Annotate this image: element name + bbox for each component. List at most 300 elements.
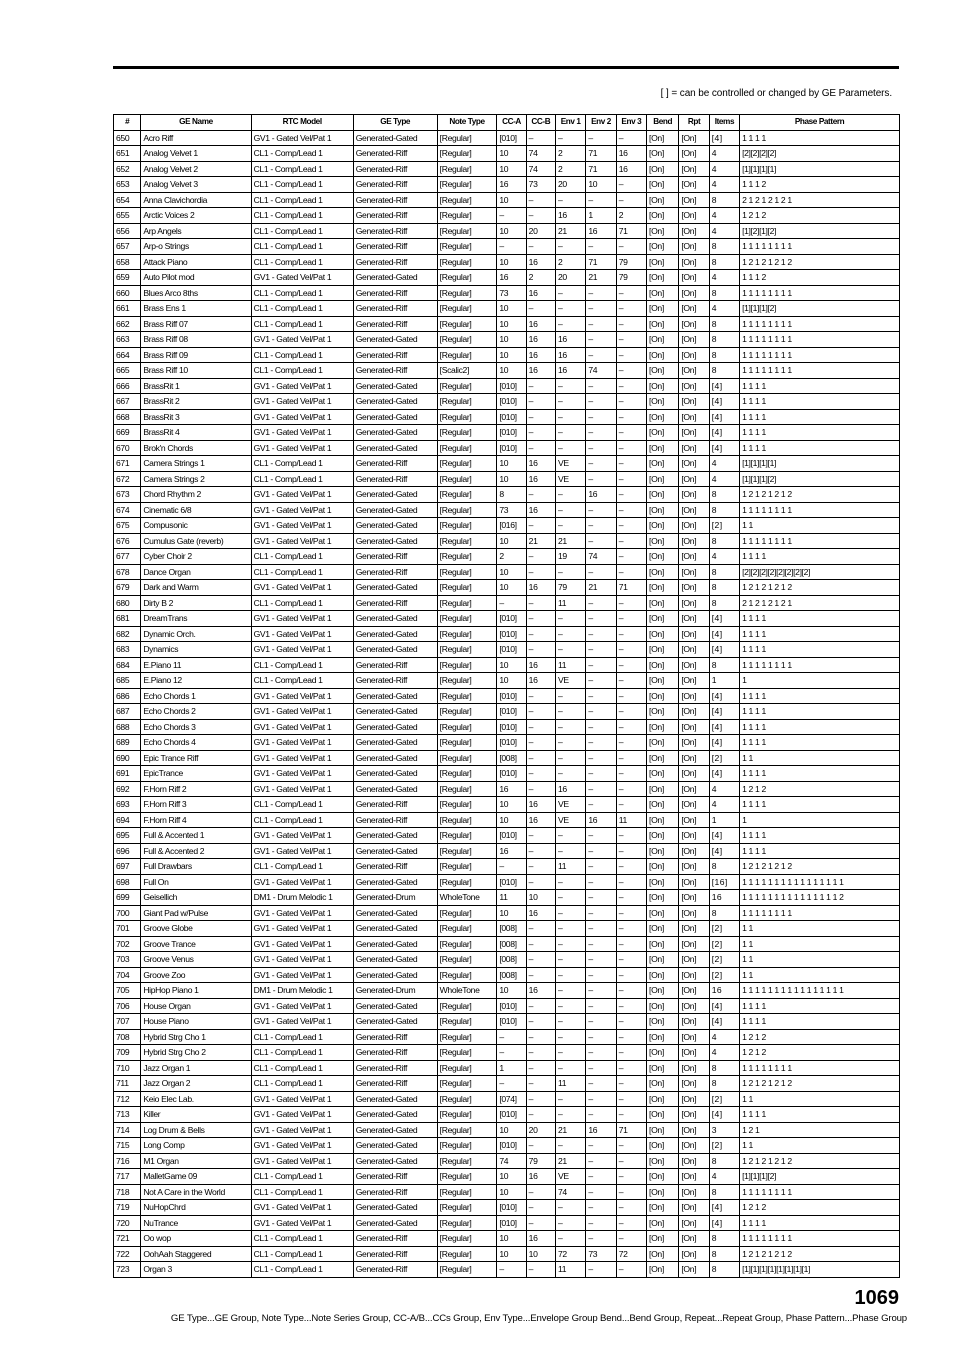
cell-env-2: – xyxy=(586,409,616,425)
cell-ge-name: Dynamics xyxy=(141,642,251,658)
column-header-bend: Bend xyxy=(647,115,679,131)
cell-cc-b: – xyxy=(526,1060,555,1076)
cell-env-3: – xyxy=(616,347,646,363)
cell-cc-a: [010] xyxy=(497,642,526,658)
cell-cc-a: 10 xyxy=(497,983,526,999)
cell-number: 709 xyxy=(114,1045,141,1061)
cell-env-1: – xyxy=(556,564,586,580)
cell-number: 703 xyxy=(114,952,141,968)
cell-env-3: – xyxy=(616,456,646,472)
cell-ge-type: Generated-Gated xyxy=(353,921,437,937)
cell-cc-b: 20 xyxy=(526,1122,555,1138)
cell-bend: [On] xyxy=(647,1262,679,1278)
cell-bend: [On] xyxy=(647,874,679,890)
cell-env-2: – xyxy=(586,998,616,1014)
table-row xyxy=(114,905,900,921)
cell-cc-b: – xyxy=(526,688,555,704)
cell-rpt: [On] xyxy=(679,533,709,549)
cell-note-type: [Regular] xyxy=(437,301,497,317)
cell-ge-type: Generated-Riff xyxy=(353,595,437,611)
cell-env-3: – xyxy=(616,983,646,999)
cell-ge-name: Analog Velvet 1 xyxy=(141,146,251,162)
cell-rtc-model: GV1 - Gated Vel/Pat 1 xyxy=(251,1215,353,1231)
cell-number: 685 xyxy=(114,673,141,689)
cell-env-2: 74 xyxy=(586,549,616,565)
cell-rpt: [On] xyxy=(679,177,709,193)
cell-phase-pattern: 1 2 1 2 xyxy=(740,208,900,224)
cell-ge-type: Generated-Gated xyxy=(353,719,437,735)
cell-ge-type: Generated-Riff xyxy=(353,564,437,580)
table-row xyxy=(114,797,900,813)
cell-number: 711 xyxy=(114,1076,141,1092)
cell-note-type: [Regular] xyxy=(437,781,497,797)
cell-cc-a: – xyxy=(497,1029,526,1045)
cell-ge-type: Generated-Riff xyxy=(353,192,437,208)
cell-number: 661 xyxy=(114,301,141,317)
cell-note-type: [Regular] xyxy=(437,177,497,193)
cell-ge-type: Generated-Gated xyxy=(353,611,437,627)
table-row xyxy=(114,177,900,193)
cell-rpt: [On] xyxy=(679,1215,709,1231)
cell-rpt: [On] xyxy=(679,936,709,952)
cell-number: 651 xyxy=(114,146,141,162)
table-row xyxy=(114,704,900,720)
cell-rtc-model: GV1 - Gated Vel/Pat 1 xyxy=(251,750,353,766)
cell-ge-type: Generated-Riff xyxy=(353,1045,437,1061)
cell-number: 663 xyxy=(114,332,141,348)
cell-rtc-model: CL1 - Comp/Lead 1 xyxy=(251,456,353,472)
cell-note-type: [Regular] xyxy=(437,673,497,689)
cell-ge-type: Generated-Gated xyxy=(353,533,437,549)
cell-ge-name: Log Drum & Bells xyxy=(141,1122,251,1138)
cell-number: 689 xyxy=(114,735,141,751)
cell-note-type: [Regular] xyxy=(437,642,497,658)
cell-cc-b: 73 xyxy=(526,177,555,193)
cell-note-type: [Regular] xyxy=(437,161,497,177)
cell-env-1: – xyxy=(556,1029,586,1045)
cell-phase-pattern: 1 2 1 2 1 2 1 2 xyxy=(740,487,900,503)
cell-cc-b: 16 xyxy=(526,580,555,596)
cell-env-2: – xyxy=(586,301,616,317)
cell-env-3: – xyxy=(616,301,646,317)
cell-env-3: – xyxy=(616,936,646,952)
cell-rpt: [On] xyxy=(679,192,709,208)
cell-rpt: [On] xyxy=(679,766,709,782)
cell-note-type: [Regular] xyxy=(437,580,497,596)
cell-rtc-model: CL1 - Comp/Lead 1 xyxy=(251,192,353,208)
table-row xyxy=(114,518,900,534)
page-number: 1069 xyxy=(854,1287,899,1309)
cell-note-type: [Regular] xyxy=(437,1045,497,1061)
cell-env-3: 11 xyxy=(616,812,646,828)
cell-cc-b: – xyxy=(526,967,555,983)
cell-cc-a: 10 xyxy=(497,657,526,673)
cell-env-3: – xyxy=(616,967,646,983)
cell-cc-b: – xyxy=(526,1138,555,1154)
cell-phase-pattern: 1 1 1 1 xyxy=(740,425,900,441)
cell-bend: [On] xyxy=(647,580,679,596)
cell-note-type: [Regular] xyxy=(437,921,497,937)
cell-bend: [On] xyxy=(647,843,679,859)
cell-note-type: [Regular] xyxy=(437,719,497,735)
cell-rpt: [On] xyxy=(679,564,709,580)
cell-env-3: – xyxy=(616,1262,646,1278)
cell-ge-type: Generated-Gated xyxy=(353,270,437,286)
cell-items: 4 xyxy=(709,781,739,797)
cell-cc-b: – xyxy=(526,487,555,503)
cell-ge-name: Auto Pilot mod xyxy=(141,270,251,286)
cell-rtc-model: CL1 - Comp/Lead 1 xyxy=(251,146,353,162)
cell-cc-a: – xyxy=(497,1076,526,1092)
cell-cc-b: 10 xyxy=(526,890,555,906)
cell-env-1: – xyxy=(556,983,586,999)
cell-number: 694 xyxy=(114,812,141,828)
cell-number: 684 xyxy=(114,657,141,673)
cell-env-1: 20 xyxy=(556,270,586,286)
cell-rtc-model: CL1 - Comp/Lead 1 xyxy=(251,161,353,177)
cell-env-1: – xyxy=(556,719,586,735)
cell-phase-pattern: 1 xyxy=(740,673,900,689)
cell-cc-b: 16 xyxy=(526,347,555,363)
cell-env-2: – xyxy=(586,285,616,301)
cell-phase-pattern: 1 1 1 1 1 1 1 1 xyxy=(740,1060,900,1076)
cell-bend: [On] xyxy=(647,177,679,193)
cell-env-2: – xyxy=(586,518,616,534)
cell-env-3: – xyxy=(616,1014,646,1030)
cell-rtc-model: CL1 - Comp/Lead 1 xyxy=(251,657,353,673)
cell-ge-name: House Piano xyxy=(141,1014,251,1030)
table-row xyxy=(114,502,900,518)
cell-env-1: – xyxy=(556,1045,586,1061)
cell-note-type: [Regular] xyxy=(437,657,497,673)
cell-items: [4] xyxy=(709,1200,739,1216)
cell-env-1: – xyxy=(556,502,586,518)
cell-env-2: – xyxy=(586,967,616,983)
cell-cc-b: 74 xyxy=(526,146,555,162)
cell-number: 675 xyxy=(114,518,141,534)
cell-env-1: 16 xyxy=(556,347,586,363)
column-header-env-3: Env 3 xyxy=(616,115,646,131)
cell-items: 8 xyxy=(709,192,739,208)
cell-env-1: 2 xyxy=(556,161,586,177)
table-row xyxy=(114,549,900,565)
cell-number: 671 xyxy=(114,456,141,472)
table-row xyxy=(114,1200,900,1216)
cell-env-1: – xyxy=(556,735,586,751)
cell-phase-pattern: 1 1 1 1 xyxy=(740,998,900,1014)
cell-note-type: [Regular] xyxy=(437,549,497,565)
cell-env-2: – xyxy=(586,440,616,456)
cell-rtc-model: GV1 - Gated Vel/Pat 1 xyxy=(251,719,353,735)
cell-rpt: [On] xyxy=(679,456,709,472)
cell-ge-type: Generated-Gated xyxy=(353,440,437,456)
cell-number: 719 xyxy=(114,1200,141,1216)
cell-ge-type: Generated-Riff xyxy=(353,471,437,487)
cell-ge-name: Dance Organ xyxy=(141,564,251,580)
cell-rpt: [On] xyxy=(679,1014,709,1030)
cell-env-1: – xyxy=(556,874,586,890)
cell-rtc-model: CL1 - Comp/Lead 1 xyxy=(251,564,353,580)
cell-env-2: – xyxy=(586,192,616,208)
cell-ge-type: Generated-Gated xyxy=(353,580,437,596)
cell-cc-a: 10 xyxy=(497,347,526,363)
cell-cc-b: – xyxy=(526,378,555,394)
cell-items: 8 xyxy=(709,580,739,596)
cell-rtc-model: CL1 - Comp/Lead 1 xyxy=(251,347,353,363)
table-row xyxy=(114,301,900,317)
cell-cc-a: 10 xyxy=(497,146,526,162)
cell-env-3: – xyxy=(616,1169,646,1185)
cell-rtc-model: GV1 - Gated Vel/Pat 1 xyxy=(251,766,353,782)
cell-env-3: – xyxy=(616,471,646,487)
cell-bend: [On] xyxy=(647,518,679,534)
cell-env-1: VE xyxy=(556,1169,586,1185)
cell-rpt: [On] xyxy=(679,890,709,906)
cell-rtc-model: GV1 - Gated Vel/Pat 1 xyxy=(251,843,353,859)
cell-phase-pattern: 1 2 1 2 xyxy=(740,781,900,797)
cell-env-1: – xyxy=(556,425,586,441)
cell-ge-name: Geisellich xyxy=(141,890,251,906)
cell-cc-b: 16 xyxy=(526,905,555,921)
cell-env-1: 11 xyxy=(556,657,586,673)
cell-ge-name: NuTrance xyxy=(141,1215,251,1231)
cell-cc-b: 16 xyxy=(526,316,555,332)
cell-env-3: – xyxy=(616,533,646,549)
cell-bend: [On] xyxy=(647,626,679,642)
cell-env-2: – xyxy=(586,704,616,720)
cell-cc-a: – xyxy=(497,239,526,255)
cell-env-3: – xyxy=(616,332,646,348)
cell-rpt: [On] xyxy=(679,704,709,720)
cell-cc-b: – xyxy=(526,1029,555,1045)
cell-cc-a: 8 xyxy=(497,487,526,503)
cell-cc-b: – xyxy=(526,781,555,797)
cell-cc-a: 10 xyxy=(497,456,526,472)
table-row xyxy=(114,533,900,549)
cell-phase-pattern: 1 1 1 1 1 1 1 1 xyxy=(740,905,900,921)
cell-cc-b: – xyxy=(526,409,555,425)
cell-phase-pattern: 1 1 1 1 xyxy=(740,394,900,410)
cell-env-1: – xyxy=(556,905,586,921)
cell-cc-a: 10 xyxy=(497,905,526,921)
table-row xyxy=(114,564,900,580)
cell-ge-type: Generated-Gated xyxy=(353,766,437,782)
cell-env-2: – xyxy=(586,781,616,797)
cell-ge-type: Generated-Riff xyxy=(353,1169,437,1185)
cell-rtc-model: GV1 - Gated Vel/Pat 1 xyxy=(251,1091,353,1107)
cell-env-1: – xyxy=(556,828,586,844)
cell-ge-name: Echo Chords 4 xyxy=(141,735,251,751)
cell-env-1: – xyxy=(556,1138,586,1154)
cell-env-1: – xyxy=(556,626,586,642)
table-header-row xyxy=(114,115,900,131)
cell-rtc-model: CL1 - Comp/Lead 1 xyxy=(251,673,353,689)
cell-ge-type: Generated-Drum xyxy=(353,890,437,906)
cell-number: 668 xyxy=(114,409,141,425)
cell-ge-name: F.Horn Riff 4 xyxy=(141,812,251,828)
cell-ge-name: Cumulus Gate (reverb) xyxy=(141,533,251,549)
cell-rpt: [On] xyxy=(679,239,709,255)
cell-note-type: [Regular] xyxy=(437,1169,497,1185)
cell-ge-type: Generated-Gated xyxy=(353,1014,437,1030)
cell-env-2: – xyxy=(586,130,616,146)
cell-env-2: – xyxy=(586,1184,616,1200)
cell-ge-type: Generated-Gated xyxy=(353,1138,437,1154)
table-row xyxy=(114,890,900,906)
cell-cc-a: [010] xyxy=(497,1215,526,1231)
cell-number: 655 xyxy=(114,208,141,224)
cell-env-1: 21 xyxy=(556,1122,586,1138)
cell-note-type: [Regular] xyxy=(437,1215,497,1231)
cell-items: [4] xyxy=(709,130,739,146)
cell-cc-a: [008] xyxy=(497,750,526,766)
cell-bend: [On] xyxy=(647,208,679,224)
cell-phase-pattern: 1 1 1 1 xyxy=(740,409,900,425)
cell-number: 674 xyxy=(114,502,141,518)
cell-env-1: – xyxy=(556,1215,586,1231)
cell-bend: [On] xyxy=(647,1231,679,1247)
cell-env-1: – xyxy=(556,378,586,394)
cell-cc-b: 16 xyxy=(526,502,555,518)
cell-rtc-model: GV1 - Gated Vel/Pat 1 xyxy=(251,967,353,983)
cell-ge-type: Generated-Gated xyxy=(353,425,437,441)
cell-cc-b: – xyxy=(526,952,555,968)
cell-items: [4] xyxy=(709,719,739,735)
cell-number: 693 xyxy=(114,797,141,813)
cell-ge-name: Not A Care in the World xyxy=(141,1184,251,1200)
cell-ge-type: Generated-Riff xyxy=(353,1231,437,1247)
table-row xyxy=(114,1262,900,1278)
cell-env-2: – xyxy=(586,719,616,735)
cell-env-2: 16 xyxy=(586,1122,616,1138)
cell-items: 8 xyxy=(709,1231,739,1247)
cell-number: 708 xyxy=(114,1029,141,1045)
cell-ge-type: Generated-Riff xyxy=(353,1029,437,1045)
cell-rtc-model: CL1 - Comp/Lead 1 xyxy=(251,1246,353,1262)
cell-number: 705 xyxy=(114,983,141,999)
cell-number: 715 xyxy=(114,1138,141,1154)
cell-rtc-model: GV1 - Gated Vel/Pat 1 xyxy=(251,1122,353,1138)
cell-rtc-model: GV1 - Gated Vel/Pat 1 xyxy=(251,332,353,348)
cell-cc-a: 10 xyxy=(497,1122,526,1138)
cell-env-3: – xyxy=(616,688,646,704)
cell-rpt: [On] xyxy=(679,208,709,224)
cell-phase-pattern: 1 1 xyxy=(740,936,900,952)
column-header-cc-a: CC-A xyxy=(497,115,526,131)
cell-cc-b: – xyxy=(526,719,555,735)
cell-cc-a: 11 xyxy=(497,890,526,906)
cell-env-1: – xyxy=(556,316,586,332)
cell-env-3: 71 xyxy=(616,1122,646,1138)
table-row xyxy=(114,394,900,410)
cell-note-type: [Regular] xyxy=(437,409,497,425)
cell-phase-pattern: 2 1 2 1 2 1 2 1 xyxy=(740,192,900,208)
cell-note-type: WholeTone xyxy=(437,890,497,906)
cell-phase-pattern: 1 1 1 1 xyxy=(740,378,900,394)
cell-env-3: – xyxy=(616,766,646,782)
cell-note-type: [Regular] xyxy=(437,626,497,642)
cell-phase-pattern: 1 1 1 1 1 1 1 1 xyxy=(740,363,900,379)
cell-ge-name: Long Comp xyxy=(141,1138,251,1154)
cell-note-type: [Regular] xyxy=(437,1200,497,1216)
cell-env-3: 16 xyxy=(616,146,646,162)
cell-env-1: – xyxy=(556,843,586,859)
table-row xyxy=(114,1029,900,1045)
cell-ge-type: Generated-Riff xyxy=(353,549,437,565)
cell-items: 8 xyxy=(709,564,739,580)
cell-cc-b: – xyxy=(526,1107,555,1123)
cell-number: 722 xyxy=(114,1246,141,1262)
cell-ge-type: Generated-Gated xyxy=(353,626,437,642)
cell-ge-type: Generated-Gated xyxy=(353,998,437,1014)
cell-phase-pattern: 1 1 1 1 xyxy=(740,1014,900,1030)
cell-note-type: [Regular] xyxy=(437,316,497,332)
table-row xyxy=(114,425,900,441)
cell-bend: [On] xyxy=(647,595,679,611)
cell-items: [2] xyxy=(709,936,739,952)
cell-phase-pattern: 1 2 1 2 1 2 1 2 xyxy=(740,859,900,875)
cell-number: 673 xyxy=(114,487,141,503)
cell-env-3: – xyxy=(616,1184,646,1200)
cell-env-3: 71 xyxy=(616,223,646,239)
cell-phase-pattern: [1][1][1][1] xyxy=(740,161,900,177)
cell-items: 8 xyxy=(709,595,739,611)
cell-phase-pattern: 1 1 1 1 xyxy=(740,797,900,813)
cell-cc-a: 10 xyxy=(497,797,526,813)
cell-bend: [On] xyxy=(647,1076,679,1092)
cell-env-2: 73 xyxy=(586,1246,616,1262)
cell-ge-name: Groove Venus xyxy=(141,952,251,968)
cell-items: 4 xyxy=(709,208,739,224)
cell-number: 686 xyxy=(114,688,141,704)
cell-rpt: [On] xyxy=(679,812,709,828)
cell-phase-pattern: 1 1 1 1 1 1 1 1 1 1 1 1 1 1 1 1 xyxy=(740,983,900,999)
cell-env-1: 11 xyxy=(556,859,586,875)
cell-env-2: – xyxy=(586,905,616,921)
cell-phase-pattern: 1 1 1 1 xyxy=(740,735,900,751)
cell-ge-name: House Organ xyxy=(141,998,251,1014)
cell-items: [4] xyxy=(709,1215,739,1231)
cell-ge-name: MalletGame 09 xyxy=(141,1169,251,1185)
cell-env-1: – xyxy=(556,409,586,425)
cell-env-3: – xyxy=(616,409,646,425)
cell-ge-name: NuHopChrd xyxy=(141,1200,251,1216)
cell-items: [2] xyxy=(709,518,739,534)
cell-env-1: VE xyxy=(556,673,586,689)
cell-rtc-model: CL1 - Comp/Lead 1 xyxy=(251,812,353,828)
cell-ge-type: Generated-Riff xyxy=(353,1262,437,1278)
cell-env-3: – xyxy=(616,781,646,797)
cell-env-1: – xyxy=(556,285,586,301)
cell-bend: [On] xyxy=(647,797,679,813)
cell-rpt: [On] xyxy=(679,673,709,689)
cell-env-2: – xyxy=(586,239,616,255)
cell-env-1: – xyxy=(556,890,586,906)
cell-env-1: – xyxy=(556,518,586,534)
cell-cc-a: [074] xyxy=(497,1091,526,1107)
cell-phase-pattern: 1 1 xyxy=(740,518,900,534)
cell-number: 702 xyxy=(114,936,141,952)
table-row xyxy=(114,1122,900,1138)
cell-ge-type: Generated-Gated xyxy=(353,936,437,952)
cell-ge-type: Generated-Riff xyxy=(353,812,437,828)
table-row xyxy=(114,1231,900,1247)
cell-ge-type: Generated-Riff xyxy=(353,208,437,224)
cell-items: 8 xyxy=(709,239,739,255)
cell-note-type: [Regular] xyxy=(437,874,497,890)
cell-rtc-model: CL1 - Comp/Lead 1 xyxy=(251,363,353,379)
cell-items: 1 xyxy=(709,673,739,689)
